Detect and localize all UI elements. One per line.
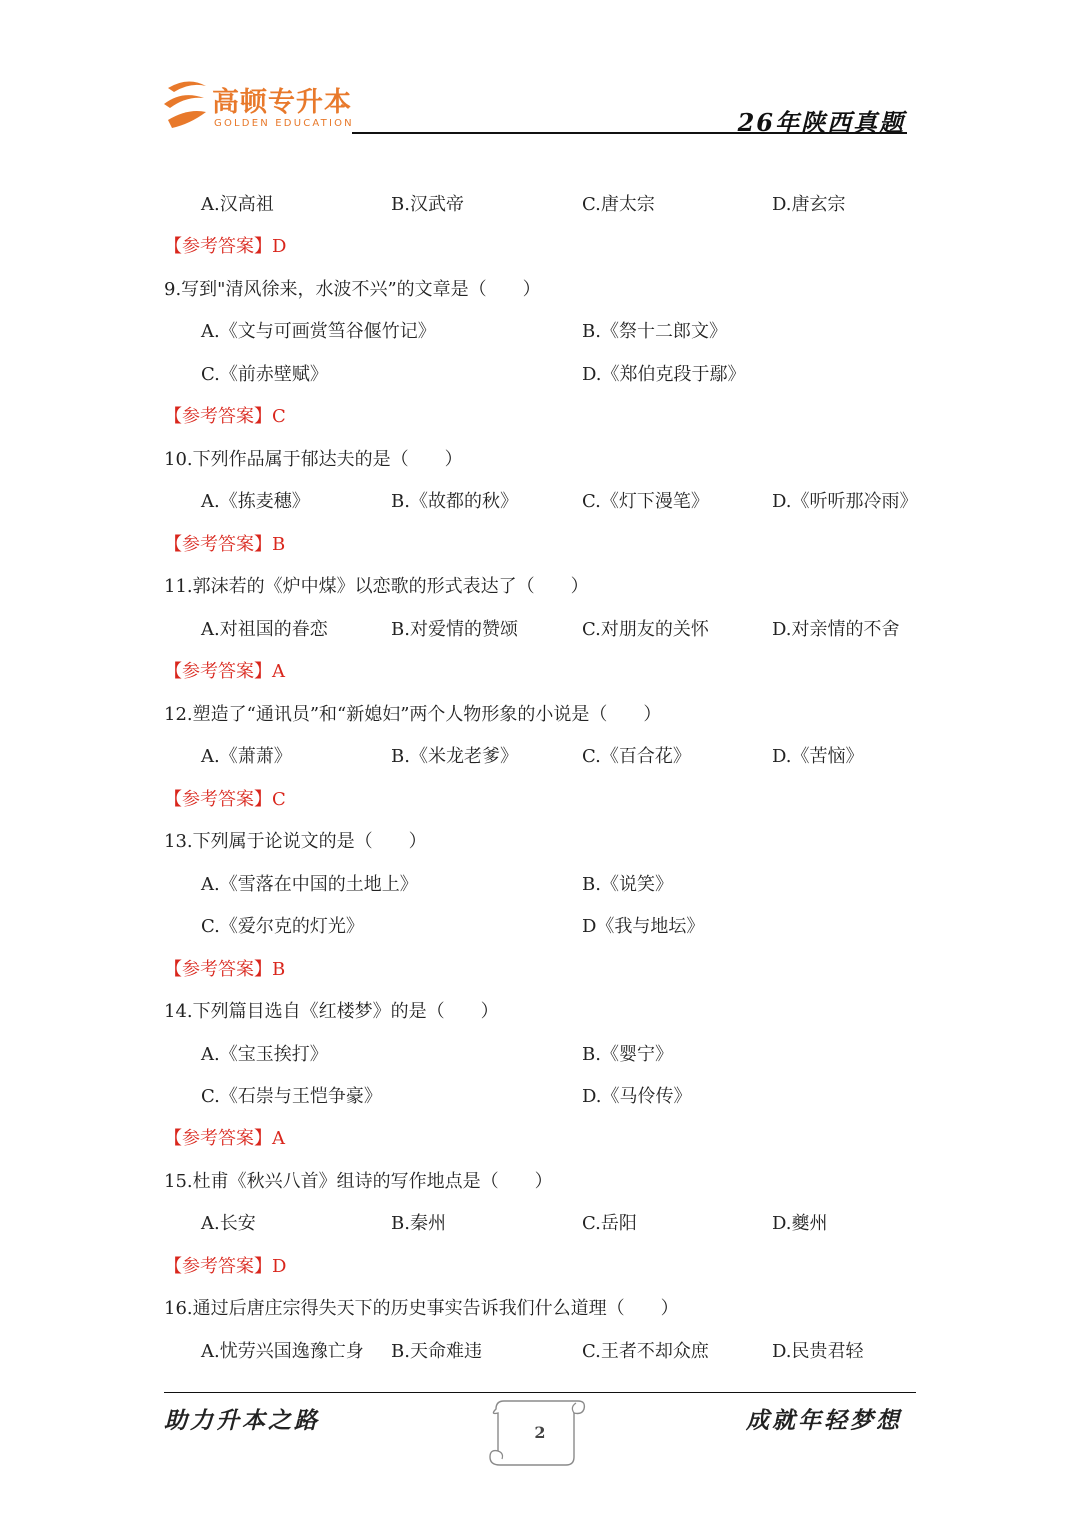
q12-option-a: A.《萧萧》 [201, 746, 292, 767]
q13-option-b: B.《说笑》 [582, 874, 673, 895]
q9-option-a: A.《文与可画赏筜谷偃竹记》 [201, 321, 436, 342]
q13-question: 13.下列属于论说文的是（ ） [164, 831, 427, 852]
q15-option-a: A.长安 [201, 1213, 256, 1234]
logo-text-cn: 高顿专升本 [212, 87, 352, 118]
q16-option-c: C.王者不却众庶 [582, 1341, 709, 1362]
q8-answer: 【参考答案】D [164, 236, 287, 257]
brand-logo [160, 74, 360, 132]
q10-question: 10.下列作品属于郁达夫的是（ ） [164, 449, 463, 470]
footer-slogan-right: 成就年轻梦想 [746, 1407, 902, 1434]
q16-option-d: D.民贵君轻 [772, 1341, 864, 1362]
q11-option-a: A.对祖国的眷恋 [201, 619, 328, 640]
header-divider [352, 132, 907, 134]
q13-option-a: A.《雪落在中国的土地上》 [201, 874, 418, 895]
q15-answer: 【参考答案】D [164, 1256, 287, 1277]
q9-option-d: D.《郑伯克段于鄢》 [582, 364, 746, 385]
q10-option-a: A.《拣麦穗》 [201, 491, 310, 512]
page-header-title: 26年陕西真题 [737, 108, 905, 137]
q12-option-b: B.《米龙老爹》 [391, 746, 518, 767]
logo-mark-icon [160, 74, 210, 132]
q12-option-d: D.《苦恼》 [772, 746, 864, 767]
q13-answer: 【参考答案】B [164, 959, 286, 980]
q16-option-b: B.天命难违 [391, 1341, 482, 1362]
q10-option-d: D.《听听那冷雨》 [772, 491, 918, 512]
q10-option-c: C.《灯下漫笔》 [582, 491, 709, 512]
footer-slogan-left: 助力升本之路 [164, 1407, 320, 1434]
footer-divider [164, 1392, 916, 1393]
q10-answer: 【参考答案】B [164, 534, 286, 555]
q14-answer: 【参考答案】A [164, 1128, 285, 1149]
q10-option-b: B.《故都的秋》 [391, 491, 518, 512]
q15-option-b: B.秦州 [391, 1213, 446, 1234]
q15-option-d: D.夔州 [772, 1213, 828, 1234]
q12-option-c: C.《百合花》 [582, 746, 691, 767]
q9-question: 9.写到"清风徐来，水波不兴”的文章是（ ） [164, 279, 541, 300]
q11-option-b: B.对爱情的赞颂 [391, 619, 518, 640]
q14-option-a: A.《宝玉挨打》 [201, 1044, 328, 1065]
page-number: 2 [534, 1423, 546, 1442]
q11-option-c: C.对朋友的关怀 [582, 619, 709, 640]
q8-option-a: A.汉高祖 [201, 194, 274, 215]
q15-option-c: C.岳阳 [582, 1213, 637, 1234]
q14-option-b: B.《婴宁》 [582, 1044, 673, 1065]
q16-question: 16.通过后唐庄宗得失天下的历史事实告诉我们什么道理（ ） [164, 1298, 679, 1319]
q14-question: 14.下列篇目选自《红楼梦》的是（ ） [164, 1001, 499, 1022]
logo-text-en: GOLDEN EDUCATION [214, 118, 354, 129]
q12-question: 12.塑造了“通讯员”和“新媳妇”两个人物形象的小说是（ ） [164, 704, 662, 725]
q8-option-c: C.唐太宗 [582, 194, 655, 215]
q14-option-d: D.《马伶传》 [582, 1086, 692, 1107]
q15-question: 15.杜甫《秋兴八首》组诗的写作地点是（ ） [164, 1171, 553, 1192]
q13-option-c: C.《爱尔克的灯光》 [201, 916, 364, 937]
q16-option-a: A.忧劳兴国逸豫亡身 [201, 1341, 364, 1362]
q8-option-b: B.汉武帝 [391, 194, 464, 215]
q9-answer: 【参考答案】C [164, 406, 286, 427]
q9-option-c: C.《前赤壁赋》 [201, 364, 328, 385]
q14-option-c: C.《石崇与王恺争豪》 [201, 1086, 382, 1107]
q9-option-b: B.《祭十二郎文》 [582, 321, 727, 342]
q11-answer: 【参考答案】A [164, 661, 285, 682]
q8-option-d: D.唐玄宗 [772, 194, 846, 215]
q11-question: 11.郭沫若的《炉中煤》以恋歌的形式表达了（ ） [164, 576, 589, 597]
q11-option-d: D.对亲情的不舍 [772, 619, 900, 640]
q13-option-d: D《我与地坛》 [582, 916, 705, 937]
q12-answer: 【参考答案】C [164, 789, 286, 810]
